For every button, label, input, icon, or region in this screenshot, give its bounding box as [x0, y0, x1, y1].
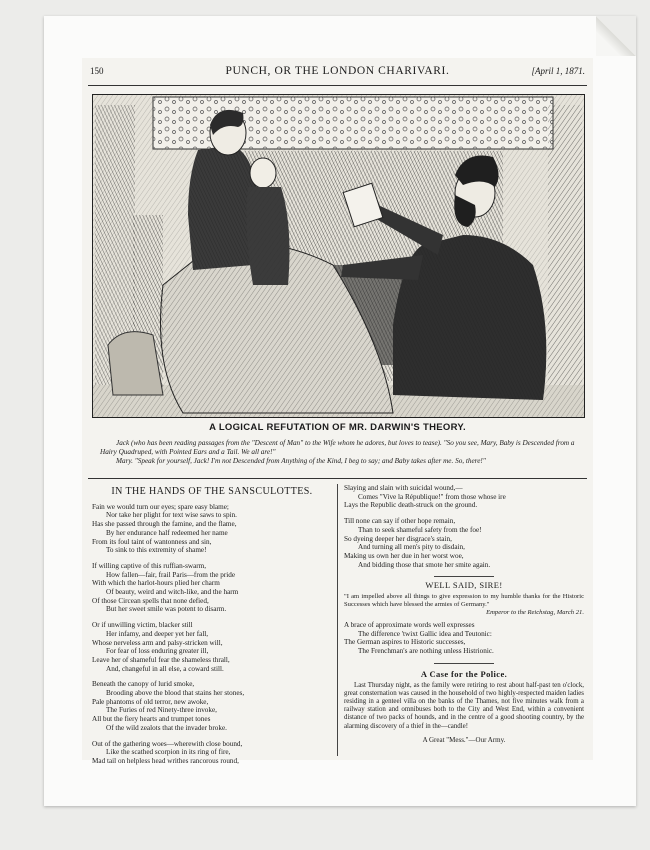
verse-line: And, changeful in all else, a coward still.: [106, 664, 224, 673]
verse-line: And bidding those that smote her smite again.: [358, 560, 491, 569]
verse-line: How fallen—fair, frail Paris—from the pride: [106, 570, 236, 579]
cartoon-illustration: [92, 94, 585, 418]
page-header: [82, 62, 593, 82]
publication-title: PUNCH, OR THE LONDON CHARIVARI.: [225, 65, 450, 77]
caption-mary: Mary. "Speak for yourself, Jack! I'm not Descended from Anything of the Kind, I beg to say; and Baby takes after me. So, there!": [116, 457, 486, 465]
engraving-drawing: [93, 95, 584, 417]
verse-line: Slaying and slain with suicidal wound,—: [344, 484, 463, 492]
well-said-title: WELL SAID, SIRE!: [425, 580, 503, 591]
verse-line: Beneath the canopy of lurid smoke,: [92, 680, 195, 689]
divider: [434, 663, 494, 664]
verse-line: A brace of approximate words well expresses: [344, 621, 475, 630]
verse-line: From its foul taint of wantonness and sin,: [92, 537, 212, 546]
stanza: [92, 740, 332, 766]
verse-line: Lays the Republic death-struck on the ground.: [344, 501, 478, 510]
verse-line: Making us own her due in her worst woe,: [344, 551, 464, 560]
verse-line: Pale phantoms of old terror, new awoke,: [92, 697, 209, 706]
verse-line: Mad tail on helpless head writhes rancorous round,: [92, 756, 239, 765]
verse-line: The Frenchman's are nothing unless Histrionic.: [358, 647, 494, 656]
verse-line: The difference 'twixt Gallic idea and Teutonic:: [358, 629, 492, 638]
verse-line: Of those Circean spells that none defied,: [92, 596, 209, 605]
verse-line: To sink to this extremity of shame!: [106, 546, 207, 555]
cartoon-caption: [100, 439, 575, 466]
left-column: [92, 484, 332, 773]
newspaper-page: [82, 58, 593, 765]
stanza: [92, 562, 332, 614]
verse-line: The German aspires to Historic successes,: [344, 638, 466, 647]
right-column: [344, 484, 584, 744]
poem-title: IN THE HANDS OF THE SANSCULOTTES.: [111, 486, 313, 497]
issue-date: [April 1, 1871.: [531, 66, 585, 76]
stanza: [344, 621, 584, 656]
stanza: [344, 484, 584, 510]
article-title: A Case for the Police.: [420, 668, 508, 679]
verse-line: So dyeing deeper her disgrace's stain,: [344, 534, 452, 543]
verse-line: Whose nerveless arm and palsy-stricken will,: [92, 638, 223, 647]
page-curl: [596, 16, 636, 56]
verse-line: With which the harlot-hours plied her charm: [92, 579, 220, 588]
verse-line: For fear of loss enduring greater ill,: [106, 647, 209, 656]
verse-line: Has she passed through the famine, and the flame,: [92, 520, 237, 529]
epigraph-source: Emperor to the Reichstag, March 21.: [486, 609, 584, 617]
verse-line: Leave her of shameful fear the shameless thrall,: [92, 655, 230, 664]
verse-line: But her sweet smile was potent to disarm.: [106, 605, 227, 614]
epigraph: [344, 593, 584, 617]
verse-line: Nor take her plight for text wise saws to spin.: [106, 511, 237, 520]
verse-line: Or if unwilling victim, blacker still: [92, 621, 193, 630]
stanza: [92, 680, 332, 732]
header-rule: [88, 85, 587, 86]
article-body: Last Thursday night, as the family were retiring to rest about half-past ten o'clock, great consternation was caused in the household of two highly-respected maiden ladies residing in a genteel villa on the banks of the Thames, not five minutes walk from a railway station and omnibuses both to the City and West End, within a convenient distance of two packs of hounds, and in the centre of a good shooting country, by the alarming discovery of a thief in the—candle!: [344, 681, 584, 730]
verse-line: Till none can say if other hope remain,: [344, 517, 456, 526]
verse-line: By her endurance half redeemed her name: [106, 528, 228, 537]
article-signature: A Great "Mess."—Our Army.: [422, 735, 506, 744]
epigraph-quote: "I am impelled above all things to give expression to my humble thanks for the Historic Successes which have blessed the armies of Germany.": [344, 593, 584, 609]
stanza: [92, 621, 332, 673]
verse-line: Of beauty, weird and witch-like, and the harm: [106, 588, 239, 597]
verse-line: Her infamy, and deeper yet her fall,: [106, 629, 209, 638]
cartoon-title: A LOGICAL REFUTATION OF MR. DARWIN'S THEORY.: [209, 422, 466, 433]
verse-line: Fain we would turn our eyes; spare easy blame;: [92, 502, 229, 511]
stanza: [344, 517, 584, 569]
stanza: [92, 503, 332, 555]
verse-line: Brooding above the blood that stains her stones,: [106, 689, 245, 698]
divider: [434, 576, 494, 577]
verse-line: And turning all men's pity to disdain,: [358, 543, 465, 552]
verse-line: If willing captive of this ruffian-swarm,: [92, 561, 207, 570]
column-divider: [337, 484, 338, 756]
poem-body: [92, 503, 332, 766]
well-said-verse: [344, 621, 584, 656]
page-number: 150: [90, 66, 104, 76]
section-rule: [88, 478, 587, 479]
verse-line: Of the wild zealots that the invader broke.: [106, 723, 227, 732]
verse-line: Comes "Vive la République!" from those whose ire: [358, 492, 506, 501]
verse-line: All but the fiery hearts and trumpet tones: [92, 715, 211, 724]
verse-line: Like the scathed scorpion in its ring of fire,: [106, 748, 231, 757]
verse-line: The Furies of red Ninety-three invoke,: [106, 706, 217, 715]
caption-jack: Jack (who has been reading passages from the "Descent of Man" to the Wife whom he adores, but loves to tease). "So you see, Mary, Baby is Descended from a Hairy Quadruped, with Pointed Ears and a Tail. We all are!": [100, 439, 575, 456]
verse-line: Out of the gathering woes—wherewith close bound,: [92, 739, 243, 748]
verse-line: Than to seek shameful safety from the foe!: [358, 525, 482, 534]
poem-continuation: [344, 484, 584, 569]
